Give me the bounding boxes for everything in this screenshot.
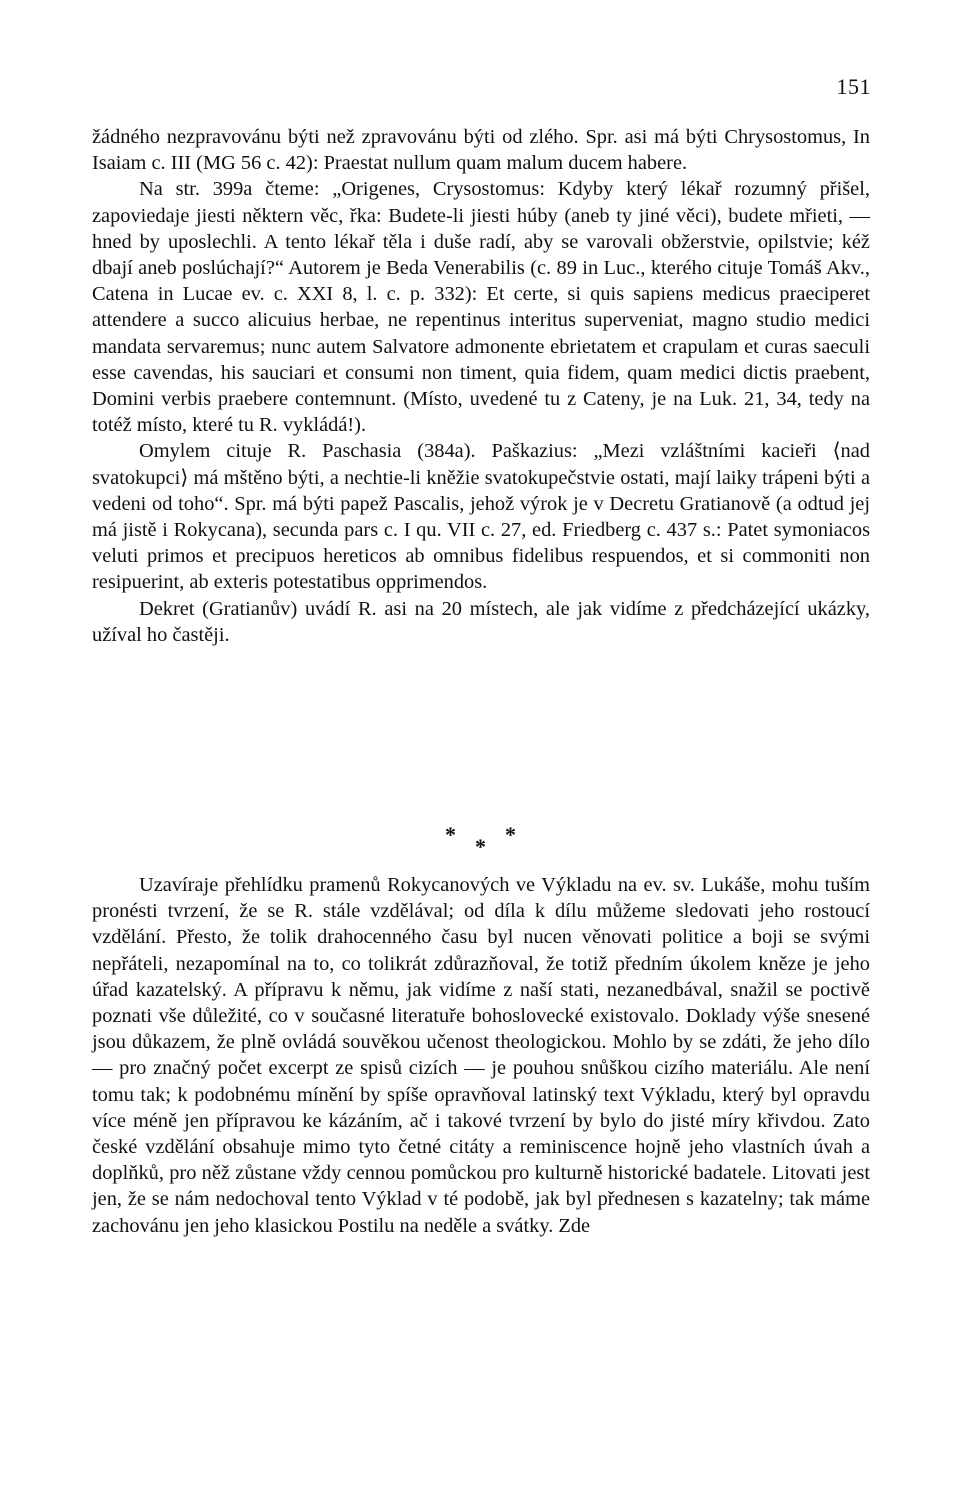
top-text-block: [92, 124, 870, 648]
section-separator: [0, 822, 960, 858]
separator-star: *: [475, 834, 486, 859]
page-number: 151: [836, 74, 871, 99]
separator-star: *: [505, 822, 516, 847]
separator-star: *: [445, 822, 456, 847]
paragraph-conclusion: Uzavíraje přehlídku pramenů Rokycanových ve Výkladu na ev. sv. Lukáše, mohu tuším pronésti tvrzení, že se R. stále vzdělával; od díla k dílu můžeme sledovati jeho rostoucí vzdělání. Přesto, že tolik drahocenného času byl nucen věnovati politice a boji se svými nepřáteli, nezapomínal na to, co tolikrát zdůrazňoval, že totiž předním úkolem kněze je jeho úřad kazatelský. A přípravu k němu, jak vidíme z naší stati, nezanedbával, snažil se poctivě poznati vše důležité, co v současné literatuře bohoslovecké existovalo. Doklady výše snesené jsou důkazem, že plně ovládá souvěkou učenost theologickou. Mohlo by se zdáti, že jeho dílo — pro značný počet excerpt ze spisů cizích — je pouhou snůškou cizího materiálu. Ale není tomu tak; k podobnému mínění by spíše opravňoval latinský text Výkladu, který byl opravdu více méně jen přípravou ke kázáním, ač i takové tvrzení by bylo do jisté míry křivdou. Zato české vzdělání obsahuje mimo tyto četné citáty a reminiscence hojně jeho vlastních úvah a doplňků, pro něž zůstane vždy cennou pomůckou pro kulturně historické badatele. Litovati jest jen, že se nám nedochoval tento Výklad v té podobě, jak byl přednesen s kazatelny; tak máme zachovánu jen jeho klasickou Postilu na neděle a svátky. Zde: [92, 874, 870, 1237]
bottom-text-block: [92, 872, 870, 1239]
paragraph-origenes-beda: Na str. 399a čteme: „Origenes, Crysostomus: Kdyby který lékař rozumný přišel, zapoviedaje jiesti některn věc, řka: Budete-li jiesti húby (aneb ty jiné věci), budete mřieti, — hned by uposlechli. A tento lékař těla i duše radí, aby se varovali obžerstvie, opilstvie; kéž dbají aneb poslúchají?“ Autorem je Beda Venerabilis (c. 89 in Luc., kterého cituje Tomáš Akv., Catena in Lucae ev. c. XXI 8, l. c. p. 332): Et certe, si quis sapiens medicus praeciperet attendere a succo alicuius herbae, ne repentinus interitus superveniat, magno studio medici mandata servaremus; nunc autem Salvatore admonente ebrietatem et crapulam et curas saeculi esse cavendas, his sauciari et consumi non timent, quia fidem, quam medici dictis praebent, Domini verbis praebere contemnunt. (Místo, uvedené tu z Cateny, je na Luk. 21, 34, tedy na totéž místo, které tu R. vykládá!).: [92, 178, 870, 437]
paragraph-paschasius: Omylem cituje R. Paschasia (384a). Paškazius: „Mezi vzláštními kacieři ⟨nad svatokupci⟩ má mštěno býti, a nechtie-li kněžie svatokupečstvie ostati, mají laiky trápeni býti a vedeni od toho“. Spr. má býti papež Pascalis, jehož výrok je v Decretu Gratianově (a odtud jej má jistě i Rokycana), secunda pars c. I qu. VII c. 27, ed. Friedberg c. 437 s.: Patet symoniacos veluti primos et precipuos hereticos ab omnibus fidelibus respuendos, et si commoniti non resipuerint, ab exteris potestatibus opprimendos.: [92, 440, 870, 594]
paragraph-chrysostomus: žádného nezpravovánu býti než zpravovánu býti od zlého. Spr. asi má býti Chrysostomus, In Isaiam c. III (MG 56 c. 42): Praestat nullum quam malum ducem habere.: [92, 126, 870, 175]
paragraph-dekret: Dekret (Gratianův) uvádí R. asi na 20 místech, ale jak vidíme z předcházející ukázky, užíval ho častěji.: [92, 597, 870, 646]
